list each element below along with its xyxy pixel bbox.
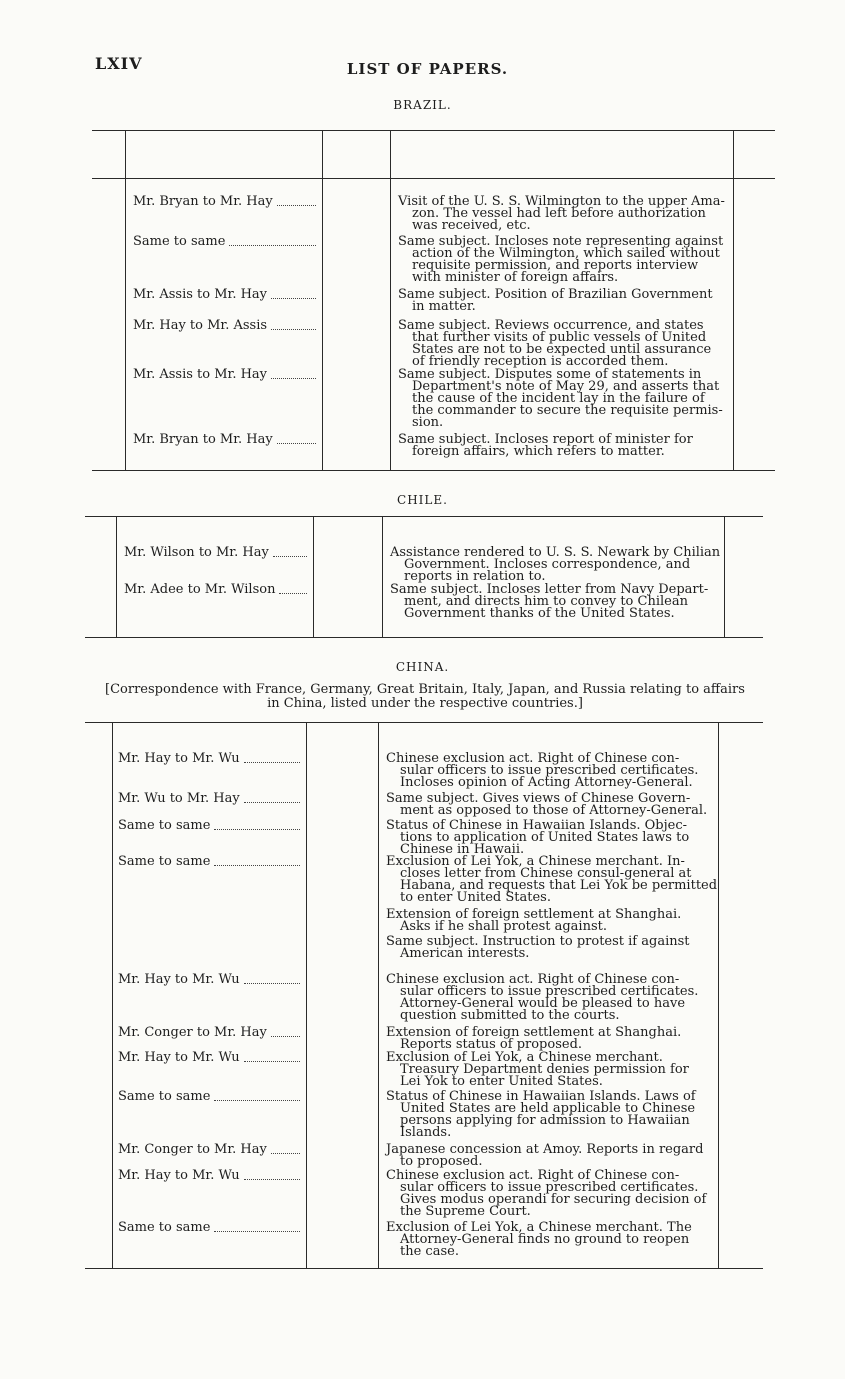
subject-line: ment as opposed to those of Attorney-General.: [400, 803, 708, 818]
subject-line: persons applying for admission to Hawaiian: [400, 1113, 690, 1128]
subject-line: Chinese in Hawaii.: [400, 842, 525, 857]
entry-subject: [386, 793, 712, 817]
china-note: [85, 683, 765, 711]
subject-line: closes letter from Chinese consul-general at: [400, 866, 692, 881]
column-divider: [718, 722, 719, 1268]
section-title-chile: CHILE.: [397, 493, 448, 507]
entry-subject: [386, 1222, 712, 1258]
subject-line: sular officers to issue prescribed certificates.: [400, 1180, 699, 1195]
entry-subject: [386, 1052, 712, 1088]
correspondent-label: Same to same: [118, 854, 211, 869]
section-title-brazil: BRAZIL.: [393, 98, 452, 112]
subject-line: Exclusion of Lei Yok, a Chinese merchant. The: [386, 1220, 692, 1235]
dot-leader: [214, 829, 300, 830]
subject-line: United States are held applicable to Chinese: [400, 1101, 696, 1116]
entry-subject: [398, 196, 727, 232]
dot-leader: [244, 802, 300, 803]
subject-line: reports in relation to.: [404, 569, 546, 584]
column-divider: [724, 516, 725, 637]
subject-line: zon. The vessel had left before authorization: [412, 206, 706, 221]
page-folio: LXIV: [95, 54, 143, 73]
subject-line: Treasury Department denies permission for: [400, 1062, 689, 1077]
subject-line: Habana, and requests that Lei Yok be permitted: [400, 878, 718, 893]
column-divider: [116, 516, 117, 637]
subject-line: in matter.: [412, 299, 476, 314]
correspondent: [133, 289, 269, 301]
entry-subject: [386, 1144, 712, 1168]
column-divider: [382, 516, 383, 637]
subject-line: Same subject. Instruction to protest if against: [386, 934, 690, 949]
rule-line: [92, 470, 775, 471]
correspondent-label: Mr. Hay to Mr. Wu: [118, 1050, 240, 1065]
dot-leader: [277, 205, 316, 206]
entry-subject: [386, 1170, 712, 1218]
dot-leader: [271, 1036, 300, 1037]
subject-line: Extension of foreign settlement at Shanghai.: [386, 907, 682, 922]
correspondent: [118, 1091, 212, 1103]
column-divider: [313, 516, 314, 637]
correspondent-label: Same to same: [133, 234, 226, 249]
entry-subject: [386, 753, 712, 789]
column-divider: [112, 722, 113, 1268]
dot-leader: [273, 556, 307, 557]
dot-leader: [214, 865, 300, 866]
rule-line: [92, 178, 775, 179]
subject-line: the cause of the incident lay in the failure of: [412, 391, 705, 406]
correspondent: [118, 820, 212, 832]
subject-line: action of the Wilmington, which sailed without: [412, 246, 720, 261]
entry-subject: [390, 545, 721, 584]
correspondent-label: Mr. Wu to Mr. Hay: [118, 791, 240, 806]
section-title-china: CHINA.: [395, 660, 450, 674]
entry-subject: [386, 1027, 712, 1051]
entry-subject: [386, 909, 712, 933]
dot-leader: [271, 1153, 300, 1154]
correspondent: [133, 369, 269, 381]
subject-line: that further visits of public vessels of United: [412, 330, 707, 345]
subject-line: ment, and directs him to convey to Chilean: [404, 594, 688, 609]
correspondent: [118, 753, 242, 765]
china-note-line: in China, listed under the respective countries.]: [267, 696, 583, 711]
correspondent: [118, 1027, 269, 1039]
correspondent-label: Mr. Hay to Mr. Wu: [118, 1168, 240, 1183]
dot-leader: [244, 1179, 300, 1180]
column-divider: [125, 130, 126, 470]
correspondent-label: Same to same: [118, 1089, 211, 1104]
correspondent: [118, 1170, 242, 1182]
subject-line: Chinese exclusion act. Right of Chinese con-: [386, 1168, 680, 1183]
dot-leader: [229, 245, 316, 246]
entry-subject: [398, 369, 727, 429]
subject-line: Visit of the U. S. S. Wilmington to the upper Ama-: [398, 194, 725, 209]
subject-line: foreign affairs, which refers to matter.: [412, 444, 665, 459]
dot-leader: [214, 1100, 300, 1101]
subject-line: question submitted to the courts.: [400, 1008, 620, 1023]
correspondent: [133, 434, 275, 446]
correspondent: [118, 1144, 269, 1156]
correspondent-label: Same to same: [118, 818, 211, 833]
dot-leader: [271, 378, 316, 379]
correspondent-label: Mr. Conger to Mr. Hay: [118, 1025, 267, 1040]
correspondent: [118, 856, 212, 868]
subject-line: Lei Yok to enter United States.: [400, 1074, 603, 1089]
dot-leader: [244, 762, 300, 763]
subject-line: Chinese exclusion act. Right of Chinese con-: [386, 972, 680, 987]
subject-line: Reports status of proposed.: [400, 1037, 583, 1052]
subject-line: Same subject. Disputes some of statements in: [398, 367, 702, 382]
dot-leader: [244, 1061, 300, 1062]
dot-leader: [279, 593, 307, 594]
subject-line: Exclusion of Lei Yok, a Chinese merchant. In-: [386, 854, 685, 869]
dot-leader: [271, 329, 316, 330]
rule-line: [85, 722, 763, 723]
subject-line: the commander to secure the requisite permis-: [412, 403, 723, 418]
subject-line: Chinese exclusion act. Right of Chinese con-: [386, 751, 680, 766]
subject-line: sular officers to issue prescribed certificates.: [400, 763, 699, 778]
column-divider: [390, 130, 391, 470]
correspondent-label: Mr. Adee to Mr. Wilson: [124, 582, 276, 597]
subject-line: Japanese concession at Amoy. Reports in regard: [386, 1142, 704, 1157]
page-title: LIST OF PAPERS.: [346, 60, 509, 78]
subject-line: with minister of foreign affairs.: [412, 270, 619, 285]
rule-line: [92, 130, 775, 131]
correspondent-label: Mr. Hay to Mr. Wu: [118, 972, 240, 987]
column-divider: [378, 722, 379, 1268]
dot-leader: [214, 1231, 300, 1232]
dot-leader: [244, 983, 300, 984]
subject-line: to enter United States.: [400, 890, 551, 905]
subject-line: sular officers to issue prescribed certificates.: [400, 984, 699, 999]
subject-line: Gives modus operandi for securing decision of: [400, 1192, 707, 1207]
subject-line: Attorney-General finds no ground to reopen: [400, 1232, 690, 1247]
subject-line: the Supreme Court.: [400, 1204, 531, 1219]
subject-line: Same subject. Incloses report of minister for: [398, 432, 693, 447]
correspondent-label: Mr. Conger to Mr. Hay: [118, 1142, 267, 1157]
correspondent: [124, 547, 271, 559]
correspondent: [133, 320, 269, 332]
subject-line: Same subject. Incloses letter from Navy Depart-: [390, 582, 709, 597]
subject-line: Same subject. Incloses note representing against: [398, 234, 724, 249]
column-divider: [322, 130, 323, 470]
subject-line: Department's note of May 29, and asserts that: [412, 379, 720, 394]
subject-line: Exclusion of Lei Yok, a Chinese merchant.: [386, 1050, 663, 1065]
column-divider: [306, 722, 307, 1268]
correspondent-label: Mr. Wilson to Mr. Hay: [124, 545, 269, 560]
correspondent-label: Mr. Assis to Mr. Hay: [133, 367, 268, 382]
dot-leader: [277, 443, 316, 444]
entry-subject: [398, 434, 727, 458]
rule-line: [85, 1268, 763, 1269]
subject-line: requisite permission, and reports interview: [412, 258, 699, 273]
correspondent: [133, 236, 227, 248]
correspondent: [124, 584, 277, 596]
entry-subject: [390, 584, 718, 620]
subject-line: Same subject. Position of Brazilian Government: [398, 287, 713, 302]
correspondent: [133, 196, 275, 208]
subject-line: tions to application of United States laws to: [400, 830, 690, 845]
subject-line: Status of Chinese in Hawaiian Islands. Objec-: [386, 818, 688, 833]
subject-line: Government thanks of the United States.: [404, 606, 675, 621]
subject-line: to proposed.: [400, 1154, 483, 1169]
subject-line: was received, etc.: [412, 218, 531, 233]
subject-line: States are not to be expected until assurance: [412, 342, 712, 357]
subject-line: Asks if he shall protest against.: [400, 919, 607, 934]
correspondent: [118, 793, 242, 805]
subject-line: Same subject. Reviews occurrence, and states: [398, 318, 704, 333]
subject-line: of friendly reception is accorded them.: [412, 354, 669, 369]
entry-subject: [398, 289, 727, 313]
subject-line: Incloses opinion of Acting Attorney-General.: [400, 775, 693, 790]
correspondent-label: Mr. Hay to Mr. Assis: [133, 318, 268, 333]
entry-subject: [398, 320, 727, 368]
china-note-line: [Correspondence with France, Germany, Great Britain, Italy, Japan, and Russia relating to affairs: [105, 682, 745, 697]
correspondent-label: Mr. Hay to Mr. Wu: [118, 751, 240, 766]
subject-line: Status of Chinese in Hawaiian Islands. Laws of: [386, 1089, 696, 1104]
correspondent: [118, 1222, 212, 1234]
subject-line: the case.: [400, 1244, 459, 1259]
correspondent-label: Mr. Assis to Mr. Hay: [133, 287, 268, 302]
dot-leader: [271, 298, 316, 299]
correspondent: [118, 974, 242, 986]
entry-subject: [386, 936, 712, 960]
entry-subject: [398, 236, 727, 284]
rule-line: [85, 637, 763, 638]
subject-line: Attorney-General would be pleased to have: [400, 996, 686, 1011]
subject-line: Assistance rendered to U. S. S. Newark by Chilian: [390, 545, 721, 560]
correspondent: [118, 1052, 242, 1064]
correspondent-label: Mr. Bryan to Mr. Hay: [133, 194, 273, 209]
column-divider: [733, 130, 734, 470]
entry-subject: [386, 1091, 712, 1139]
subject-line: Government. Incloses correspondence, and: [404, 557, 691, 572]
subject-line: American interests.: [400, 946, 530, 961]
correspondent-label: Same to same: [118, 1220, 211, 1235]
subject-line: Islands.: [400, 1125, 452, 1140]
subject-line: sion.: [412, 415, 444, 430]
subject-line: Same subject. Gives views of Chinese Govern-: [386, 791, 691, 806]
correspondent-label: Mr. Bryan to Mr. Hay: [133, 432, 273, 447]
entry-subject: [386, 820, 712, 856]
entry-subject: [386, 974, 712, 1022]
entry-subject: [386, 854, 718, 905]
subject-line: Extension of foreign settlement at Shanghai.: [386, 1025, 682, 1040]
rule-line: [85, 516, 763, 517]
